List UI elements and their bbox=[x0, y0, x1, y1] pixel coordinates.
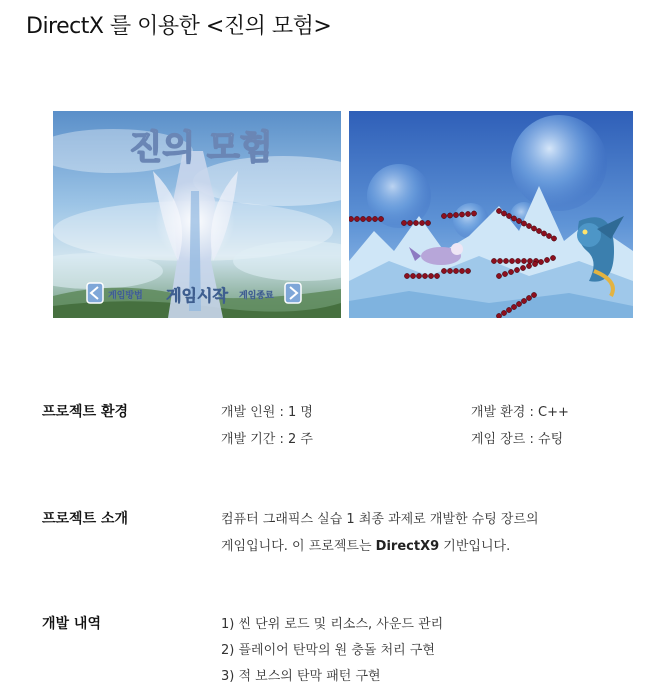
bullet bbox=[527, 258, 532, 263]
bullet bbox=[425, 220, 430, 225]
bullet bbox=[516, 218, 521, 223]
intro-line-2 bbox=[221, 535, 510, 554]
svg-text:게임종료: 게임종료 bbox=[239, 291, 274, 301]
bullet bbox=[366, 216, 371, 221]
bullet bbox=[419, 220, 424, 225]
bullet bbox=[447, 213, 452, 218]
bullet bbox=[496, 208, 501, 213]
bullet bbox=[453, 212, 458, 217]
bullet bbox=[404, 273, 409, 278]
page-title: DirectX 를 이용한 <진의 모험> bbox=[26, 14, 332, 39]
bullet bbox=[496, 273, 501, 278]
bullet bbox=[447, 268, 452, 273]
bullet bbox=[354, 216, 359, 221]
bullet bbox=[516, 301, 521, 306]
bullet bbox=[360, 216, 365, 221]
bullet bbox=[546, 233, 551, 238]
svg-text:게임방법: 게임방법 bbox=[108, 291, 143, 301]
dev-people: 개발 인원 : 1 명 bbox=[221, 405, 313, 420]
bullet bbox=[441, 268, 446, 273]
history-item: 1) 씬 단위 로드 및 리소스, 사운드 관리 bbox=[221, 617, 444, 632]
game-logo-text: 진의 모험 bbox=[129, 128, 273, 168]
bullet bbox=[550, 255, 555, 260]
dev-period: 개발 기간 : 2 주 bbox=[221, 432, 313, 447]
bullet bbox=[511, 216, 516, 221]
bullet bbox=[441, 213, 446, 218]
bullet bbox=[503, 258, 508, 263]
bullet bbox=[410, 273, 415, 278]
intro-line-2-end: 기반입니다. bbox=[439, 539, 511, 554]
intro-label: 프로젝트 소개 bbox=[42, 511, 129, 527]
history-item: 2) 플레이어 탄막의 원 충돌 처리 구현 bbox=[221, 643, 435, 658]
bullet bbox=[514, 267, 519, 272]
bullet bbox=[422, 273, 427, 278]
bullet bbox=[508, 269, 513, 274]
history-label: 개발 내역 bbox=[42, 616, 101, 632]
environment-label: 프로젝트 환경 bbox=[42, 404, 129, 420]
bullet bbox=[521, 221, 526, 226]
bullet bbox=[511, 304, 516, 309]
game-start-button: 게임시작 bbox=[166, 286, 228, 305]
bullet bbox=[416, 273, 421, 278]
bullet bbox=[536, 228, 541, 233]
bullet bbox=[526, 263, 531, 268]
bullet bbox=[401, 220, 406, 225]
bullet bbox=[515, 258, 520, 263]
bullet bbox=[531, 226, 536, 231]
bullet bbox=[459, 212, 464, 217]
bullet bbox=[497, 258, 502, 263]
bullet bbox=[502, 271, 507, 276]
history-item: 3) 적 보스의 탄막 패턴 구현 bbox=[221, 669, 381, 684]
bullet bbox=[407, 220, 412, 225]
bullet bbox=[526, 223, 531, 228]
bullet bbox=[531, 292, 536, 297]
bullet bbox=[501, 211, 506, 216]
bullet bbox=[372, 216, 377, 221]
gameplay-screenshot bbox=[349, 111, 633, 318]
bullet bbox=[509, 258, 514, 263]
bullet bbox=[349, 216, 354, 221]
bullet bbox=[501, 310, 506, 315]
bullet bbox=[544, 257, 549, 262]
bullet bbox=[538, 259, 543, 264]
bullet bbox=[453, 268, 458, 273]
bullet bbox=[521, 258, 526, 263]
bullet bbox=[471, 211, 476, 216]
bullet bbox=[551, 236, 556, 241]
bullet bbox=[532, 261, 537, 266]
bullet bbox=[465, 211, 470, 216]
bullet bbox=[465, 268, 470, 273]
bullet bbox=[428, 273, 433, 278]
bullet bbox=[506, 307, 511, 312]
dev-environment: 개발 환경 : C++ bbox=[471, 405, 569, 420]
bullet bbox=[520, 265, 525, 270]
game-genre: 게임 장르 : 슈팅 bbox=[471, 432, 564, 447]
bullet bbox=[378, 216, 383, 221]
bullet bbox=[521, 298, 526, 303]
title-screen-screenshot bbox=[53, 111, 341, 318]
bullet bbox=[526, 295, 531, 300]
bullet bbox=[541, 231, 546, 236]
bullet bbox=[434, 273, 439, 278]
bullet bbox=[506, 213, 511, 218]
directx-version: DirectX9 bbox=[375, 539, 440, 554]
bullet bbox=[491, 258, 496, 263]
bullet bbox=[496, 313, 501, 318]
intro-line-2-start: 게임입니다. 이 프로젝트는 bbox=[221, 539, 376, 554]
bullet bbox=[413, 220, 418, 225]
intro-line-1: 컴퓨터 그래픽스 실습 1 최종 과제로 개발한 슈팅 장르의 bbox=[221, 512, 539, 527]
bullet bbox=[459, 268, 464, 273]
